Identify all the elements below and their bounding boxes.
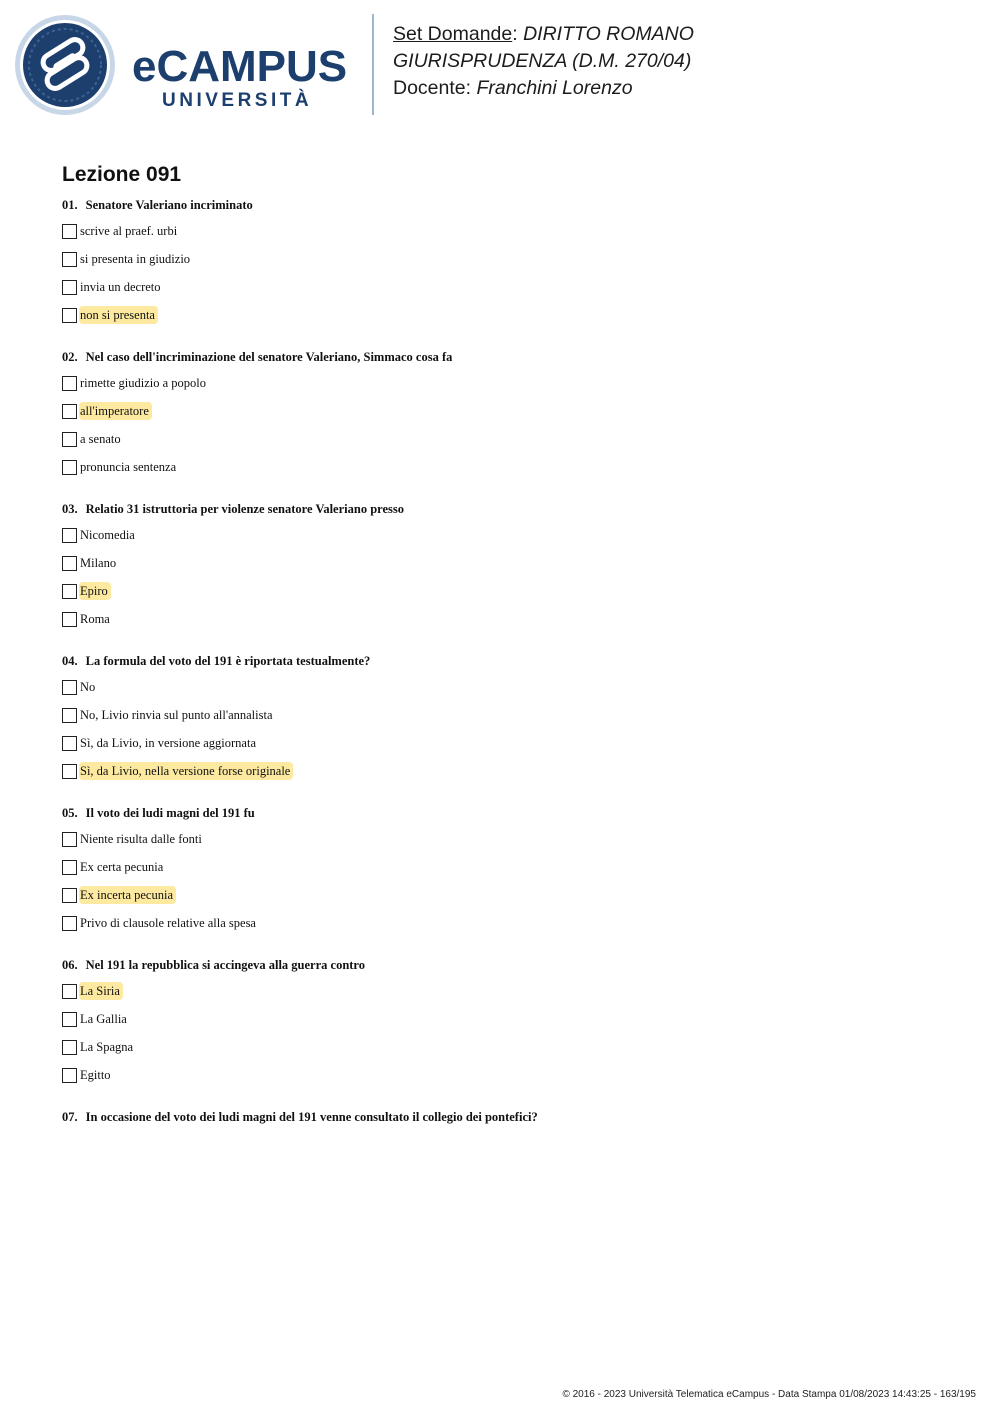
answer-text-correct: Sì, da Livio, nella versione forse originale (79, 762, 293, 780)
answer-option (62, 458, 962, 486)
answer-checkbox[interactable] (62, 432, 77, 447)
answer-checkbox[interactable] (62, 764, 77, 779)
question-text (62, 955, 962, 975)
answer-checkbox[interactable] (62, 1068, 77, 1083)
answer-option (62, 1010, 962, 1038)
answer-text: Privo di clausole relative alla spesa (80, 916, 256, 930)
set-label: Set Domande (393, 23, 513, 45)
lesson-title: Lezione 091 (62, 163, 182, 186)
answer-text: La Gallia (80, 1012, 127, 1026)
question-text (62, 347, 962, 367)
answer-text: No (80, 680, 96, 694)
answer-checkbox[interactable] (62, 888, 77, 903)
answer-text: Ex certa pecunia (80, 860, 164, 874)
answer-option (62, 306, 962, 334)
answer-list (62, 222, 962, 334)
answer-option (62, 982, 962, 1010)
answer-option (62, 582, 962, 610)
answer-text: La Spagna (80, 1040, 134, 1054)
question-label: Nel 191 la repubblica si accingeva alla guerra contro (85, 958, 366, 972)
answer-option (62, 914, 962, 942)
question-label: Relatio 31 istruttoria per violenze senatore Valeriano presso (85, 502, 404, 516)
answer-list (62, 374, 962, 486)
question-text (62, 651, 962, 671)
question-number: 03. (62, 502, 78, 516)
answer-option (62, 222, 962, 250)
question-label: La formula del voto del 191 è riportata testualmente? (85, 654, 371, 668)
question-number: 02. (62, 350, 78, 364)
answer-text-correct: Ex incerta pecunia (79, 886, 176, 904)
question-text (62, 195, 962, 215)
answer-option (62, 402, 962, 430)
question-label: Nel caso dell'incriminazione del senatore Valeriano, Simmaco cosa fa (85, 350, 453, 364)
header-divider (372, 14, 374, 115)
answer-text: rimette giudizio a popolo (80, 376, 207, 390)
answer-text: Nicomedia (80, 528, 135, 542)
answer-checkbox[interactable] (62, 556, 77, 571)
answer-checkbox[interactable] (62, 528, 77, 543)
answer-checkbox[interactable] (62, 736, 77, 751)
answer-text: No, Livio rinvia sul punto all'annalista (80, 708, 273, 722)
answer-text-correct: non si presenta (79, 306, 158, 324)
question-text (62, 499, 962, 519)
logo-wordmark: eCAMPUS (132, 42, 348, 91)
answer-checkbox[interactable] (62, 984, 77, 999)
question-text (62, 1107, 962, 1127)
question-number: 04. (62, 654, 78, 668)
answer-option (62, 1038, 962, 1066)
question-number: 05. (62, 806, 78, 820)
answer-option (62, 706, 962, 734)
answer-list (62, 830, 962, 942)
question-number: 07. (62, 1110, 78, 1124)
answer-text-correct: Epiro (79, 582, 111, 600)
answer-checkbox[interactable] (62, 1012, 77, 1027)
answer-text: Egitto (80, 1068, 111, 1082)
question-4 (62, 651, 962, 790)
answer-text: Milano (80, 556, 117, 570)
answer-text-correct: all'imperatore (79, 402, 152, 420)
answer-text: scrive al praef. urbi (80, 224, 178, 238)
answer-checkbox[interactable] (62, 860, 77, 875)
answer-checkbox[interactable] (62, 376, 77, 391)
answer-checkbox[interactable] (62, 708, 77, 723)
question-number: 01. (62, 198, 78, 212)
question-6 (62, 955, 962, 1094)
answer-checkbox[interactable] (62, 916, 77, 931)
course-program: GIURISPRUDENZA (D.M. 270/04) (393, 50, 692, 72)
question-2 (62, 347, 962, 486)
answer-option (62, 678, 962, 706)
answer-option (62, 278, 962, 306)
teacher-label: Docente: (393, 77, 477, 99)
header-info (393, 21, 694, 102)
answer-text: pronuncia sentenza (80, 460, 177, 474)
answer-option (62, 250, 962, 278)
answer-text: Sì, da Livio, in versione aggiornata (80, 736, 257, 750)
answer-text: invia un decreto (80, 280, 161, 294)
answer-option (62, 430, 962, 458)
answer-option (62, 610, 962, 638)
question-label: In occasione del voto dei ludi magni del 191 venne consultato il collegio dei pontefici? (85, 1110, 538, 1124)
answer-option (62, 734, 962, 762)
ecampus-emblem-icon (15, 15, 115, 115)
answer-list (62, 526, 962, 638)
teacher-line (393, 75, 694, 102)
question-number: 06. (62, 958, 78, 972)
set-separator: : (512, 23, 524, 45)
answer-option (62, 554, 962, 582)
question-label: Il voto dei ludi magni del 191 fu (85, 806, 255, 820)
course-line (393, 21, 694, 48)
answer-list (62, 982, 962, 1094)
answer-text: si presenta in giudizio (80, 252, 191, 266)
answer-checkbox[interactable] (62, 832, 77, 847)
question-list (62, 195, 962, 1140)
page-footer: © 2016 - 2023 Università Telematica eCampus - Data Stampa 01/08/2023 14:43:25 - 163/195 (562, 1389, 976, 1400)
answer-checkbox[interactable] (62, 308, 77, 323)
answer-option (62, 886, 962, 914)
answer-text-correct: La Siria (79, 982, 123, 1000)
question-1 (62, 195, 962, 334)
answer-text: Niente risulta dalle fonti (80, 832, 202, 846)
answer-list (62, 678, 962, 790)
question-5 (62, 803, 962, 942)
answer-option (62, 762, 962, 790)
answer-checkbox[interactable] (62, 680, 77, 695)
answer-checkbox[interactable] (62, 280, 77, 295)
answer-checkbox[interactable] (62, 584, 77, 599)
answer-option (62, 374, 962, 402)
course-title: DIRITTO ROMANO (523, 23, 694, 45)
answer-text: a senato (80, 432, 121, 446)
answer-option (62, 830, 962, 858)
answer-checkbox[interactable] (62, 404, 77, 419)
question-label: Senatore Valeriano incriminato (85, 198, 253, 212)
question-text (62, 803, 962, 823)
answer-checkbox[interactable] (62, 1040, 77, 1055)
answer-option (62, 858, 962, 886)
answer-option (62, 1066, 962, 1094)
answer-checkbox[interactable] (62, 252, 77, 267)
logo-subtext: UNIVERSITÀ (162, 90, 313, 111)
ecampus-logo (14, 14, 359, 118)
question-3 (62, 499, 962, 638)
answer-checkbox[interactable] (62, 612, 77, 627)
answer-checkbox[interactable] (62, 224, 77, 239)
teacher-name: Franchini Lorenzo (476, 77, 633, 99)
answer-checkbox[interactable] (62, 460, 77, 475)
answer-option (62, 526, 962, 554)
question-7 (62, 1107, 962, 1127)
answer-text: Roma (80, 612, 110, 626)
